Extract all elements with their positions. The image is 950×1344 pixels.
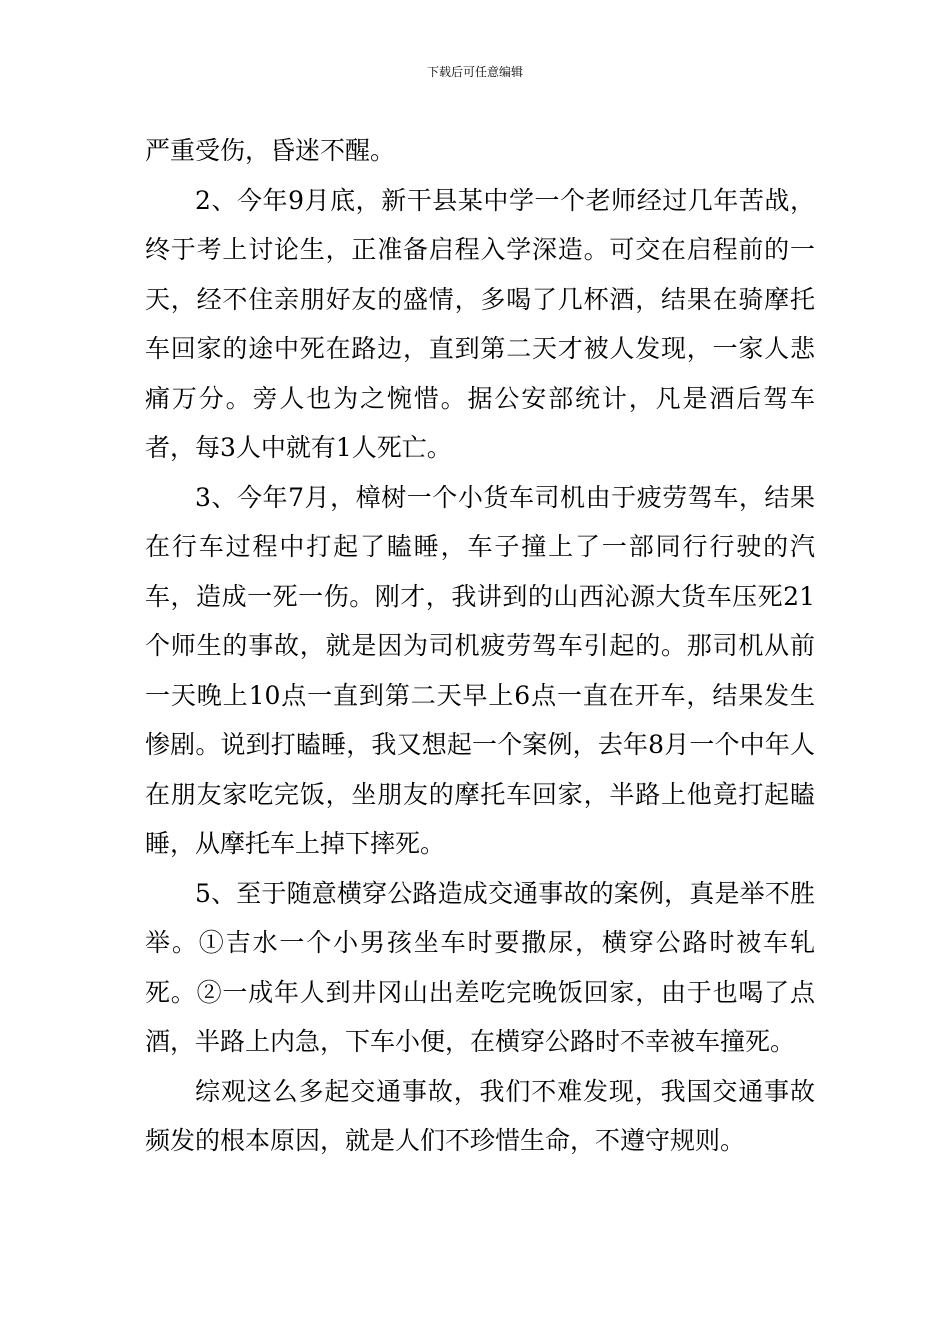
paragraph-continued: 严重受伤，昏迷不醒。 — [145, 136, 396, 165]
paragraph-item-2: 2、今年9月底，新干县某中学一个老师经过几年苦战，终于考上讨论生，正准备启程入学深造。可交在启程前的一天，经不住亲朋好友的盛情，多喝了几杯酒，结果在骑摩托车回家的途中死在路边，直到第二天才被人发现，一家人悲痛万分。旁人也为之惋惜。据公安部统计，凡是酒后驾车者，每3人中就有1人死亡。 — [145, 185, 815, 462]
page-header: 下载后可任意编辑 — [426, 65, 523, 79]
paragraph-item-5: 5、至于随意横穿公路造成交通事故的案例，真是举不胜举。①吉水一个小男孩坐车时要撒尿，横穿公路时被车轧死。②一成年人到井冈山出差吃完晚饭回家，由于也喝了点酒，半路上内急，下车小便，在横穿公路时不幸被车撞死。 — [145, 878, 815, 1056]
paragraph-summary: 综观这么多起交通事故，我们不难发现，我国交通事故频发的根本原因，就是人们不珍惜生命，不遵守规则。 — [145, 1076, 815, 1155]
paragraph-item-3: 3、今年7月，樟树一个小货车司机由于疲劳驾车，结果在行车过程中打起了瞌睡，车子撞上了一部同行行驶的汽车，造成一死一伤。刚才，我讲到的山西沁源大货车压死21个师生的事故，就是因为司机疲劳驾车引起的。那司机从前一天晚上10点一直到第二天早上6点一直在开车，结果发生惨剧。说到打瞌睡，我又想起一个案例，去年8月一个中年人在朋友家吃完饭，坐朋友的摩托车回家，半路上他竟打起瞌睡，从摩托车上掉下摔死。 — [145, 482, 815, 858]
document-body — [145, 126, 815, 1166]
